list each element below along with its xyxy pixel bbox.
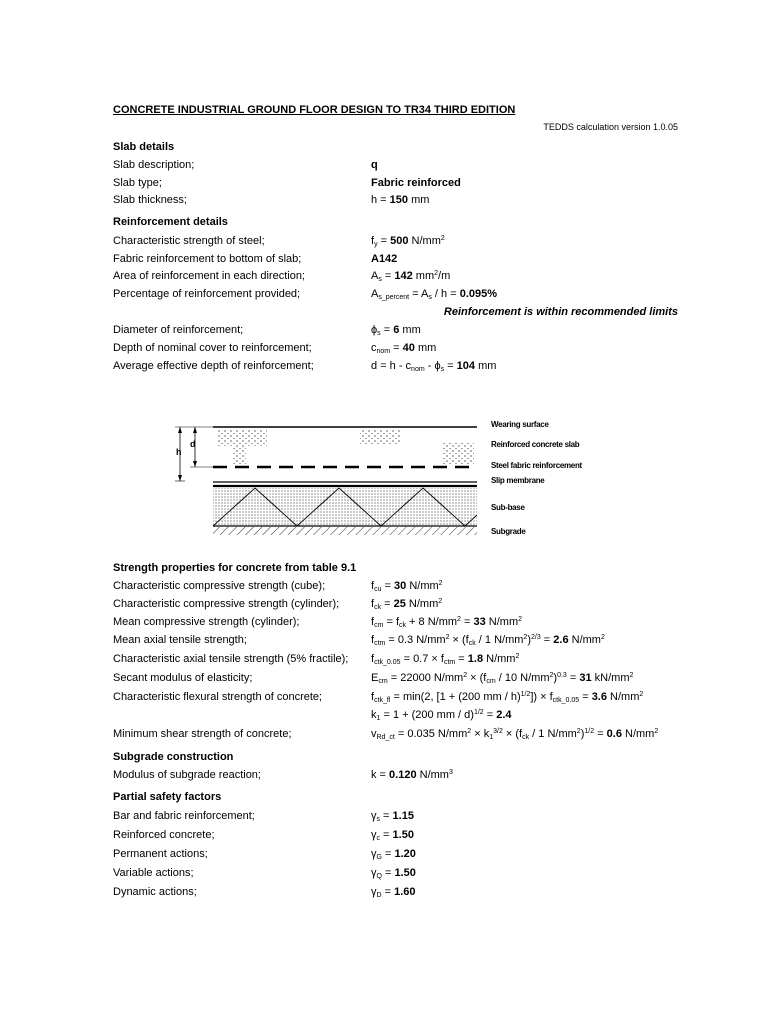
dyn-value: 1.60: [394, 886, 416, 898]
label-slip-membrane: Slip membrane: [491, 476, 545, 485]
cover-formula: $c_{nom} = 40$ mm: [371, 342, 437, 355]
slab-description-label: Slab description;: [113, 159, 195, 171]
perm-value: 1.20: [394, 848, 416, 860]
k-value: 0.120: [389, 769, 417, 781]
flex-label: Characteristic flexural strength of concrete;: [113, 691, 323, 703]
label-reinforced-slab: Reinforced concrete slab: [491, 440, 580, 449]
fy-value: 500: [390, 235, 409, 247]
ecm-value: 31: [579, 672, 592, 684]
safety-heading: Partial safety factors: [113, 791, 222, 803]
perm-formula: $\gamma_G = 1.20$: [371, 848, 416, 861]
percent-value: 0.095: [459, 288, 488, 300]
ecm-label: Secant modulus of elasticity;: [113, 672, 253, 684]
fy-label: Characteristic strength of steel;: [113, 235, 265, 247]
reinforcement-heading: Reinforcement details: [113, 216, 228, 228]
page-title: CONCRETE INDUSTRIAL GROUND FLOOR DESIGN TO TR34 THIRD EDITION: [113, 104, 516, 116]
flex-formula: $f_{ctk\_fl} = \min(2$, [1 + (200 mm / $h)^{1/2}]) \times f_{ctk\_0.05} = 3.6$ $N/mm^2$: [371, 691, 644, 704]
slab-heading: Slab details: [113, 141, 175, 153]
k1-formula: $k_1 = 1 + (200$ mm / d)$^{1/2}$ = 2.4: [371, 709, 512, 722]
fctm-formula: $f_{ctm} = 0.3$ $N/mm^2 \times (f_{ck} / 1$ $N/mm^2)^{2/3} = 2.6$ $N/mm^2$: [371, 634, 605, 647]
dim-h-arrow-down: [178, 475, 182, 481]
dim-d-arrow-down: [193, 461, 197, 467]
slab-thickness-value: 150: [389, 194, 409, 206]
diameter-value: 6: [393, 324, 400, 336]
label-wearing-surface: Wearing surface: [491, 420, 549, 429]
slab-type-value: Fabric reinforced: [371, 177, 461, 189]
var-formula: $\gamma_Q = 1.50$: [371, 867, 416, 880]
var-value: 1.50: [394, 867, 416, 879]
subgrade-hatch: [213, 527, 477, 535]
diameter-label: Diameter of reinforcement;: [113, 324, 244, 336]
fcm-formula: $f_{cm} = f_{ck} + 8$ $N/mm^2 = 33$ $N/mm^2$: [371, 616, 523, 629]
limits-note: Reinforcement is within recommended limits: [443, 306, 678, 318]
diameter-formula: $\phi_s = 6$ mm: [371, 324, 421, 337]
label-sub-base: Sub-base: [491, 503, 525, 512]
slab-thickness-label: Slab thickness;: [113, 194, 187, 206]
dim-d-label: d: [190, 439, 196, 449]
dyn-formula: $\gamma_D = 1.60$: [371, 886, 416, 899]
cover-value: 40: [402, 342, 415, 354]
fctk-formula: $f_{ctk\_0.05} = 0.7 \times f_{ctm} = 1.8$ $N/mm^2$: [371, 653, 520, 666]
aggregate-patch: [217, 430, 267, 446]
cover-label: Depth of nominal cover to reinforcement;: [113, 342, 312, 354]
label-fabric-reinforcement: Steel fabric reinforcement: [491, 461, 582, 470]
dim-h-label: h: [176, 447, 182, 457]
fcu-label: Characteristic compressive strength (cube);: [113, 580, 326, 592]
fy-formula: $f_y = 500$ $N/mm^2$: [371, 235, 445, 248]
shear-formula: $v_{Rd\_ct} = 0.035$ $N/mm^2 \times k_1^{3/2} \times (f_{ck} / 1$ $N/mm^2)^{1/2} = 0.6$ $N/mm^2$: [371, 728, 659, 741]
fctm-label: Mean axial tensile strength;: [113, 634, 247, 646]
bar-label: Bar and fabric reinforcement;: [113, 810, 255, 822]
fabric-value: A142: [371, 253, 398, 265]
shear-value: 0.6: [606, 728, 622, 740]
area-label: Area of reinforcement in each direction;: [113, 270, 305, 282]
fcm-label: Mean compressive strength (cylinder);: [113, 616, 300, 628]
aggregate-patch: [442, 443, 474, 465]
percent-label: Percentage of reinforcement provided;: [113, 288, 301, 300]
shear-label: Minimum shear strength of concrete;: [113, 728, 292, 740]
k1-value: 2.4: [496, 709, 512, 721]
fctk-label: Characteristic axial tensile strength (5% fractile);: [113, 653, 349, 665]
slab-thickness-formula: h = 150 mm: [371, 194, 430, 206]
fcm-value: 33: [473, 616, 486, 628]
rc-value: 1.50: [392, 829, 414, 841]
ecm-formula: $E_{cm} = 22000$ $N/mm^2 \times (f_{cm} / 10$ $N/mm^2)^{0.3} = 31$ $kN/mm^2$: [371, 672, 634, 685]
fck-label: Characteristic compressive strength (cylinder);: [113, 598, 340, 610]
rc-formula: $\gamma_c = 1.50$: [371, 829, 414, 842]
fctk-value: 1.8: [467, 653, 484, 665]
fcu-formula: $f_{cu} = 30$ $N/mm^2$: [371, 580, 443, 593]
aggregate-patch: [232, 445, 246, 465]
fck-formula: $f_{ck} = 25$ $N/mm^2$: [371, 598, 443, 611]
label-subgrade: Subgrade: [491, 527, 526, 536]
k-label: Modulus of subgrade reaction;: [113, 769, 261, 781]
bar-formula: $\gamma_s = 1.15$: [371, 810, 414, 823]
slab-type-label: Slab type;: [113, 177, 162, 189]
slab-description-value: q: [371, 159, 378, 171]
fck-value: 25: [393, 598, 406, 610]
dim-d-arrow-up: [193, 427, 197, 433]
flex-value: 3.6: [591, 691, 607, 703]
percent-formula: $A_{s\_percent} = A_s / h = 0.095\%$: [371, 288, 498, 301]
subgrade-heading: Subgrade construction: [113, 751, 234, 763]
slab-thickness-unit: mm: [411, 194, 430, 206]
slab-section-diagram: [170, 415, 490, 543]
perm-label: Permanent actions;: [113, 848, 208, 860]
depth-label: Average effective depth of reinforcement;: [113, 360, 314, 372]
version-note: TEDDS calculation version 1.0.05: [543, 122, 678, 132]
dyn-label: Dynamic actions;: [113, 886, 197, 898]
area-formula: $A_s = 142$ $mm^2/m$: [371, 270, 451, 283]
depth-value: 104: [456, 360, 476, 372]
aggregate-patch: [360, 430, 400, 444]
bar-value: 1.15: [392, 810, 414, 822]
dim-h-arrow-up: [178, 427, 182, 433]
fcu-value: 30: [394, 580, 407, 592]
strength-heading: Strength properties for concrete from table 9.1: [113, 562, 357, 574]
fabric-label: Fabric reinforcement to bottom of slab;: [113, 253, 302, 265]
rc-label: Reinforced concrete;: [113, 829, 215, 841]
fctm-value: 2.6: [553, 634, 569, 646]
k-formula: k = 0.120 $N/mm^3$: [371, 769, 453, 781]
var-label: Variable actions;: [113, 867, 194, 879]
depth-formula: $d = h - c_{nom} - \phi_s = 104$ mm: [371, 360, 497, 373]
area-value: 142: [394, 270, 413, 282]
